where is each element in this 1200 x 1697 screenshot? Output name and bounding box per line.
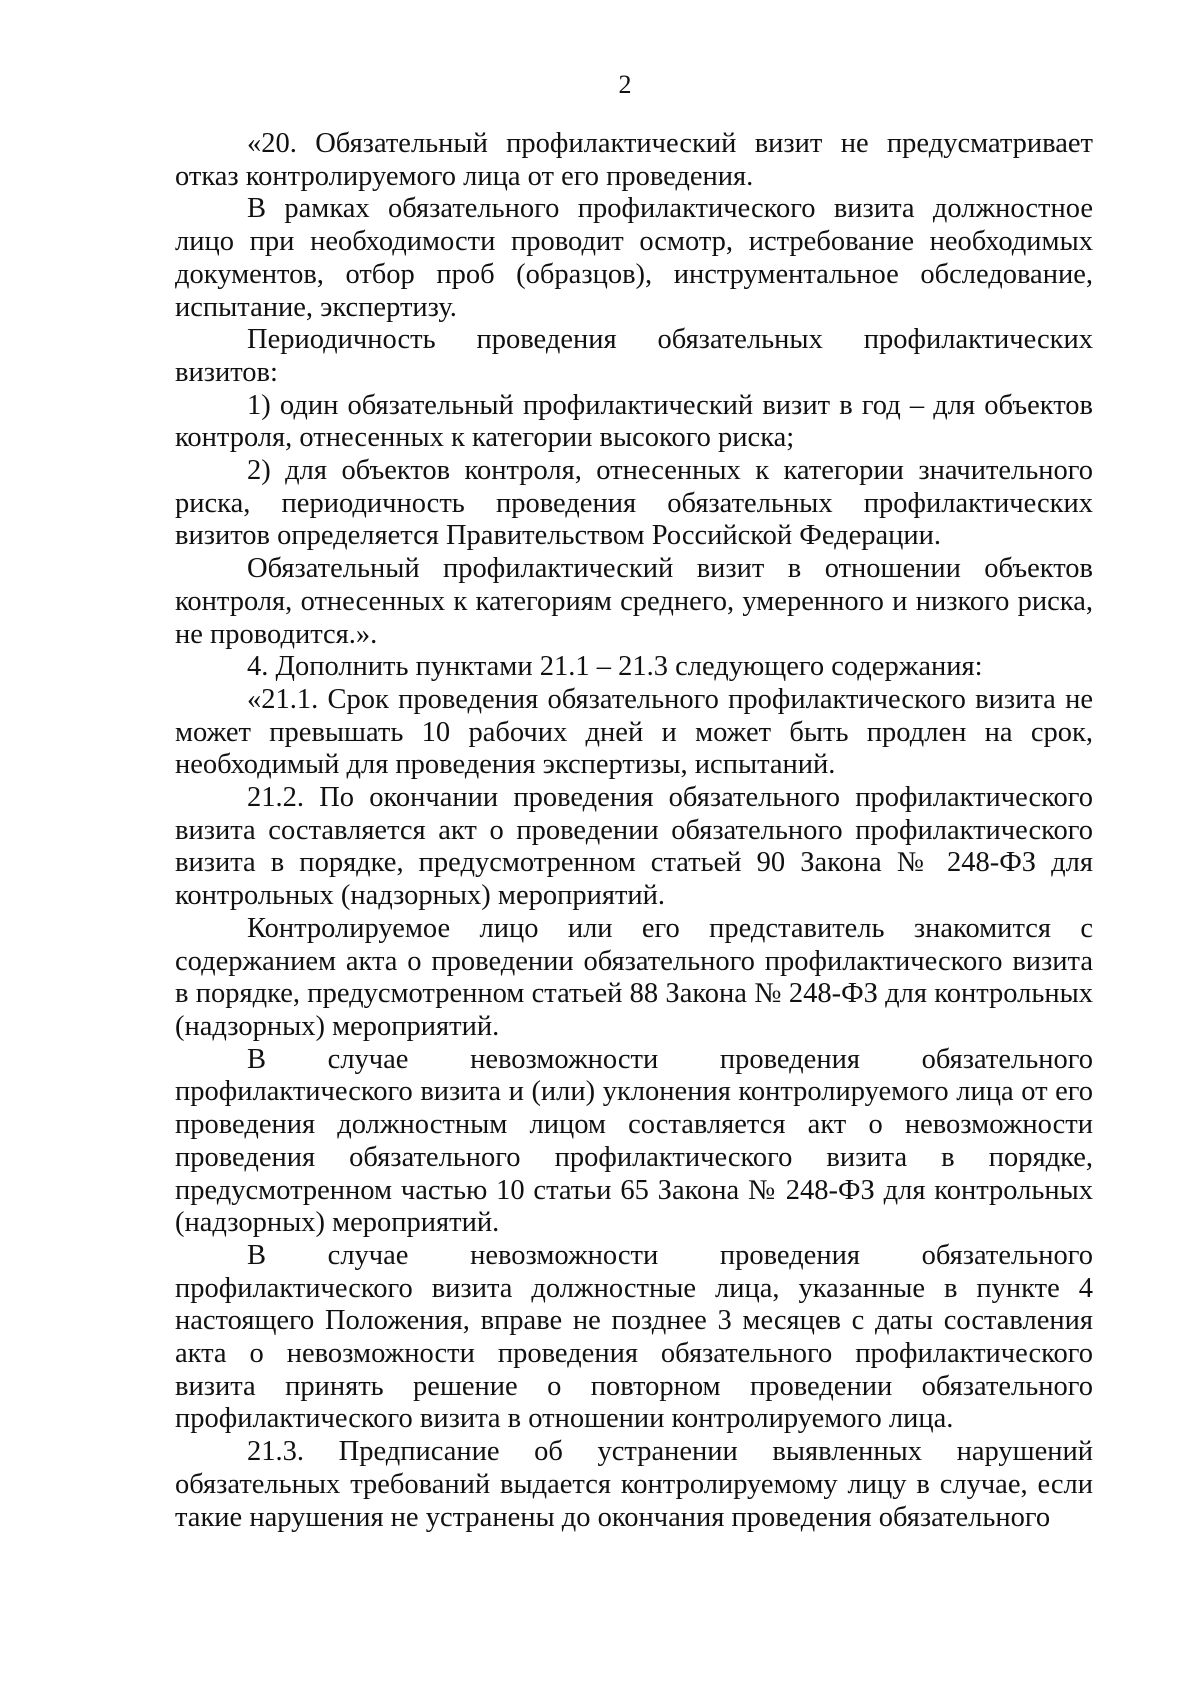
paragraph-item-1: 1) один обязательный профилактический визит в год – для объектов контроля, отнесенных к категории высокого риска; <box>175 389 1093 454</box>
paragraph-visit-scope: В рамках обязательного профилактического визита должностное лицо при необходимости проводит осмотр, истребование необходимых документов, отбор проб (образцов), инструментальное обследование, испытание, экспертизу. <box>175 193 1093 323</box>
paragraph-acquaintance: Контролируемое лицо или его представитель знакомится с содержанием акта о проведении обязательного профилактического визита в порядке, предусмотренном статьей 88 Закона № 248-ФЗ для контрольных (надзорных) мероприятий. <box>175 912 1093 1042</box>
document-body <box>175 128 1093 1534</box>
paragraph-repeat-visit: В случае невозможности проведения обязательного профилактического визита должностные лица, указанные в пункте 4 настоящего Положения, вправе не позднее 3 месяцев с даты составления акта о невозможности проведения обязательного профилактического визита принять решение о повторном проведении обязательного профилактического визита в отношении контролируемого лица. <box>175 1239 1093 1435</box>
paragraph-clause-21-3: 21.3. Предписание об устранении выявленных нарушений обязательных требований выдается контролируемому лицу в случае, если такие нарушения не устранены до окончания проведения обязательного <box>175 1436 1093 1533</box>
paragraph-impossibility-act: В случае невозможности проведения обязательного профилактического визита и (или) уклонения контролируемого лица от его проведения должностным лицом составляется акт о невозможности проведения обязательного профилактического визита в порядке, предусмотренном частью 10 статьи 65 Закона № 248-ФЗ для контрольных (надзорных) мероприятий. <box>175 1043 1093 1239</box>
paragraph-clause-20: «20. Обязательный профилактический визит не предусматривает отказ контролируемого лица от его проведения. <box>175 128 1093 192</box>
paragraph-clause-21-2: 21.2. По окончании проведения обязательного профилактического визита составляется акт о проведении обязательного профилактического визита в порядке, предусмотренном статьей 90 Закона № 248-ФЗ для контрольных (надзорных) мероприятий. <box>175 782 1093 912</box>
paragraph-item-2: 2) для объектов контроля, отнесенных к категории значительного риска, периодичность проведения обязательных профилактических визитов определяется Правительством Российской Федерации. <box>175 455 1093 552</box>
page-number: 2 <box>618 70 632 99</box>
paragraph-clause-21-1: «21.1. Срок проведения обязательного профилактического визита не может превышать 10 рабочих дней и может быть продлен на срок, необходимый для проведения экспертизы, испытаний. <box>175 683 1093 781</box>
paragraph-amendment-4: 4. Дополнить пунктами 21.1 – 21.3 следующего содержания: <box>247 651 983 683</box>
paragraph-not-conducted: Обязательный профилактический визит в отношении объектов контроля, отнесенных к категориям среднего, умеренного и низкого риска, не проводится.». <box>175 553 1093 650</box>
paragraph-periodicity: Периодичность проведения обязательных профилактических визитов: <box>175 324 1093 388</box>
